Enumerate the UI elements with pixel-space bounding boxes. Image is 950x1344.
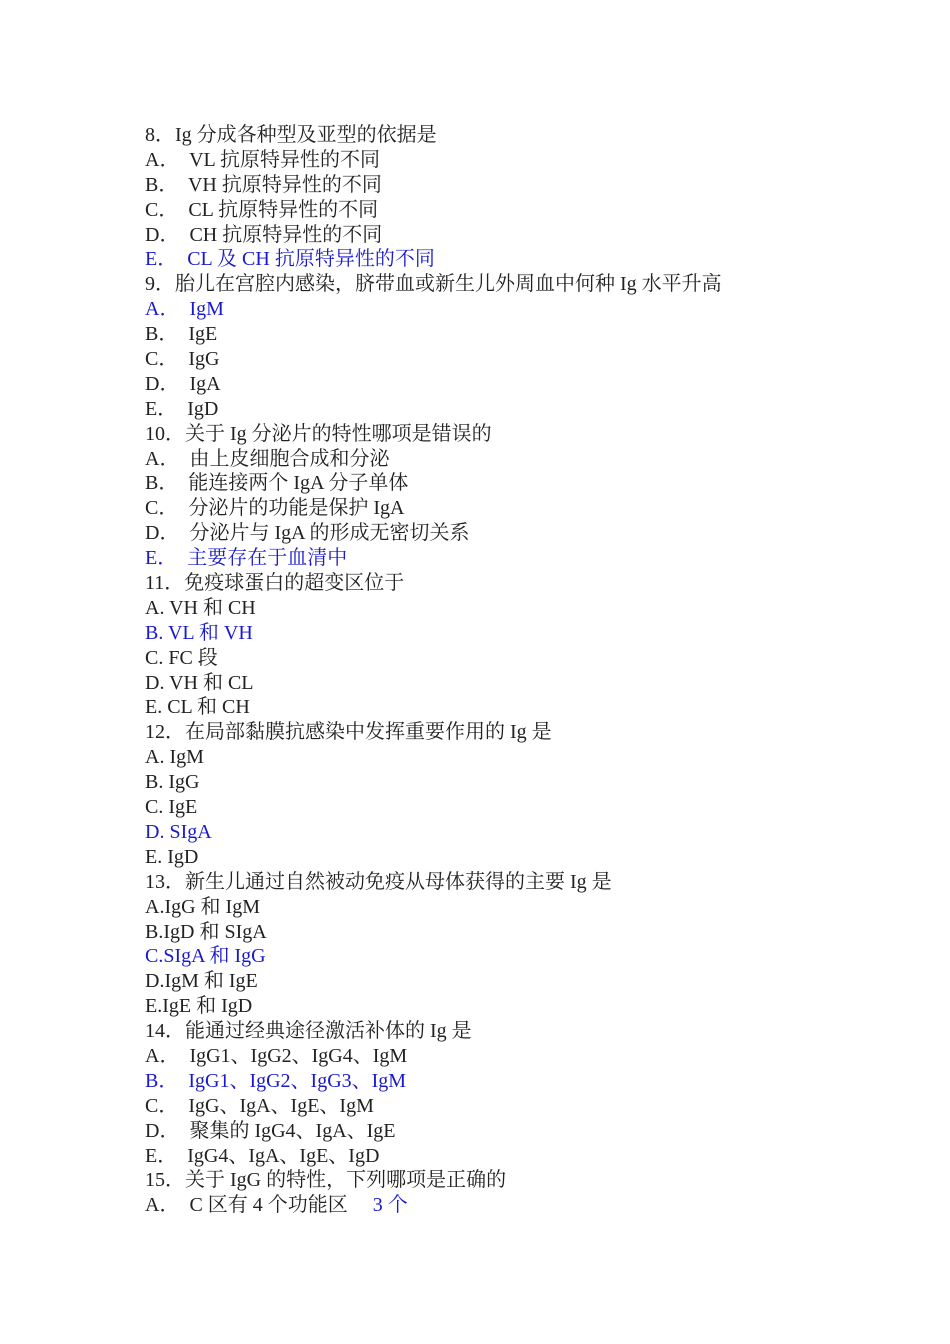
- text-line: E． IgG4、IgA、IgE、IgD: [145, 1144, 380, 1167]
- text-line: C． CL 抗原特异性的不同: [145, 198, 379, 221]
- text-line: D． IgA: [145, 372, 221, 395]
- text-line: 13．新生儿通过自然被动免疫从母体获得的主要 Ig 是: [145, 870, 612, 893]
- text-line: 10．关于 Ig 分泌片的特性哪项是错误的: [145, 422, 492, 445]
- text-line: 14．能通过经典途径激活补体的 Ig 是: [145, 1020, 472, 1043]
- text-line: B． IgE: [145, 323, 218, 346]
- text-line: 9．胎儿在宫腔内感染，脐带血或新生儿外周血中何种 Ig 水平升高: [145, 273, 722, 296]
- text-line: A． 由上皮细胞合成和分泌: [145, 447, 390, 470]
- text-line: 15．关于 IgG 的特性，下列哪项是正确的: [145, 1169, 507, 1192]
- text-line: D． 分泌片与 IgA 的形成无密切关系: [145, 522, 470, 545]
- text-line: E. CL 和 CH: [145, 696, 250, 719]
- text-line: C. FC 段: [145, 646, 218, 669]
- answer-line: E． 主要存在于血清中: [145, 547, 348, 570]
- text-line: 8．Ig 分成各种型及亚型的依据是: [145, 124, 437, 146]
- answer-line: D. SIgA: [145, 820, 212, 843]
- text-line: A． IgG1、IgG2、IgG4、IgM: [145, 1044, 408, 1067]
- text-line: E． IgD: [145, 397, 219, 420]
- text-line: C． 分泌片的功能是保护 IgA: [145, 497, 405, 520]
- answer-line: B． IgG1、IgG2、IgG3、IgM: [145, 1069, 407, 1092]
- text-line: A． VL 抗原特异性的不同: [145, 148, 380, 171]
- answer-line: C.SIgA 和 IgG: [145, 945, 266, 968]
- text-line: C． IgG、IgA、IgE、IgM: [145, 1094, 374, 1117]
- text-line: B. IgG: [145, 771, 200, 794]
- text-line: B． VH 抗原特异性的不同: [145, 173, 382, 196]
- answer-line: B. VL 和 VH: [145, 621, 253, 644]
- text-line: A.IgG 和 IgM: [145, 895, 260, 918]
- text-line: B． 能连接两个 IgA 分子单体: [145, 472, 409, 495]
- text-line: E.IgE 和 IgD: [145, 995, 253, 1018]
- text-line: 11．免疫球蛋白的超变区位于: [145, 572, 405, 595]
- text-line: A. VH 和 CH: [145, 596, 256, 619]
- text-line: A. IgM: [145, 746, 204, 769]
- text-line: C. IgE: [145, 796, 198, 819]
- answer-line: A． IgM: [145, 298, 224, 321]
- option-text: A． C 区有 4 个功能区: [145, 1194, 348, 1217]
- answer-line: E． CL 及 CH 抗原特异性的不同: [145, 248, 435, 271]
- text-line: C． IgG: [145, 348, 220, 371]
- text-line: D.IgM 和 IgE: [145, 970, 258, 993]
- text-line-last: [145, 1193, 845, 1218]
- text-line: 12．在局部黏膜抗感染中发挥重要作用的 Ig 是: [145, 721, 552, 744]
- text-line: D. VH 和 CL: [145, 671, 254, 694]
- text-line: E. IgD: [145, 845, 199, 868]
- text-line: B.IgD 和 SIgA: [145, 920, 267, 943]
- text-line: D． 聚集的 IgG4、IgA、IgE: [145, 1119, 396, 1142]
- text-line: D． CH 抗原特异性的不同: [145, 223, 383, 246]
- inline-answer-note: 3 个: [372, 1194, 408, 1217]
- document-page: [145, 123, 845, 1218]
